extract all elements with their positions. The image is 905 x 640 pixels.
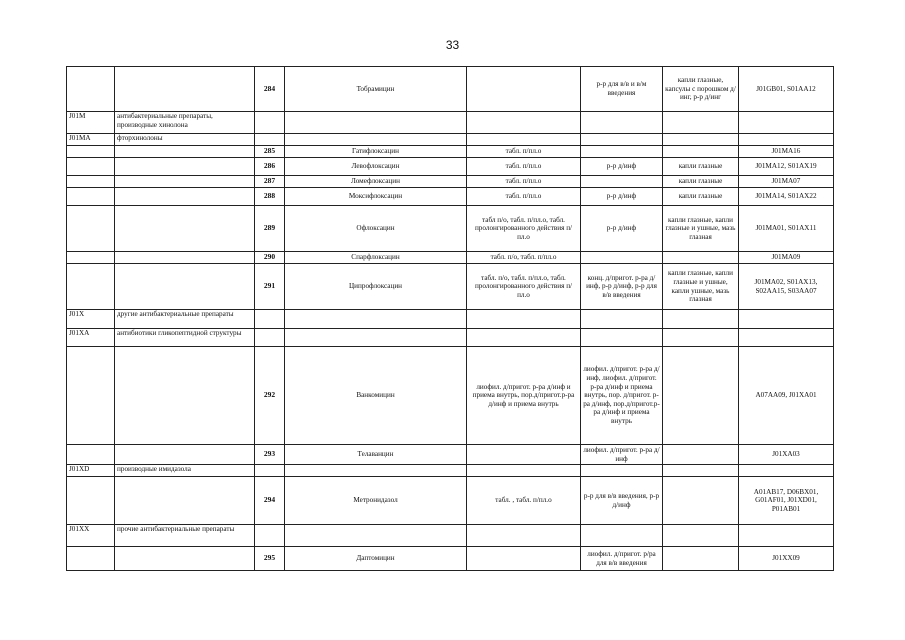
cell-f3: капли глазные xyxy=(663,176,739,188)
cell-group xyxy=(115,252,255,264)
cell-group xyxy=(115,206,255,252)
table-row xyxy=(67,264,834,310)
cell-atc: J01MA09 xyxy=(739,252,834,264)
cell-f2 xyxy=(581,329,663,347)
cell-name: Ципрофлоксацин xyxy=(285,264,467,310)
cell-name xyxy=(285,112,467,134)
cell-f3 xyxy=(663,347,739,445)
cell-group: прочие антибактериальные препараты xyxy=(115,525,255,547)
cell-group xyxy=(115,67,255,112)
cell-group xyxy=(115,264,255,310)
cell-code xyxy=(67,547,115,571)
table-row xyxy=(67,329,834,347)
cell-code xyxy=(67,445,115,465)
cell-f3: капли глазные, капсулы с порошком д/инг, р-р д/инг xyxy=(663,67,739,112)
cell-group: антибиотики гликопептидной структуры xyxy=(115,329,255,347)
cell-atc xyxy=(739,465,834,477)
cell-f2 xyxy=(581,465,663,477)
cell-name: Спарфлоксацин xyxy=(285,252,467,264)
cell-f1 xyxy=(467,112,581,134)
table-row xyxy=(67,112,834,134)
cell-group xyxy=(115,188,255,206)
cell-f3 xyxy=(663,310,739,329)
cell-group xyxy=(115,158,255,176)
cell-code: J01XX xyxy=(67,525,115,547)
cell-name xyxy=(285,329,467,347)
table-row xyxy=(67,206,834,252)
cell-f3 xyxy=(663,525,739,547)
cell-name xyxy=(285,134,467,146)
cell-group xyxy=(115,547,255,571)
cell-name: Ломефлоксацин xyxy=(285,176,467,188)
cell-group xyxy=(115,146,255,158)
cell-f3 xyxy=(663,445,739,465)
cell-f1: табл п/о, табл. п/пл.о, табл. пролонгированного действия п/пл.о xyxy=(467,206,581,252)
cell-num xyxy=(255,310,285,329)
cell-f3 xyxy=(663,134,739,146)
cell-code: J01XA xyxy=(67,329,115,347)
cell-code xyxy=(67,264,115,310)
cell-f3: капли глазные xyxy=(663,158,739,176)
cell-f2: лиофил. д/пригот. р/ра для в/в введения xyxy=(581,547,663,571)
cell-f3: капли глазные, капли глазные и ушные, мазь глазная xyxy=(663,206,739,252)
cell-f1 xyxy=(467,465,581,477)
cell-name: Моксифлоксацин xyxy=(285,188,467,206)
cell-num: 292 xyxy=(255,347,285,445)
cell-group: другие антибактериальные препараты xyxy=(115,310,255,329)
cell-f2: р-р для в/в и в/м введения xyxy=(581,67,663,112)
cell-f1 xyxy=(467,445,581,465)
cell-f3: капли глазные xyxy=(663,188,739,206)
cell-f2: р-р д/инф xyxy=(581,206,663,252)
cell-f1 xyxy=(467,310,581,329)
cell-name: Метронидазол xyxy=(285,477,467,525)
cell-name: Левофлоксацин xyxy=(285,158,467,176)
cell-atc: J01MA07 xyxy=(739,176,834,188)
cell-atc: J01MA02, S01AX13, S02AA15, S03AA07 xyxy=(739,264,834,310)
cell-num: 294 xyxy=(255,477,285,525)
cell-num: 286 xyxy=(255,158,285,176)
cell-f3 xyxy=(663,329,739,347)
cell-num: 291 xyxy=(255,264,285,310)
cell-num: 285 xyxy=(255,146,285,158)
cell-f3 xyxy=(663,465,739,477)
table-row xyxy=(67,477,834,525)
cell-num: 295 xyxy=(255,547,285,571)
cell-f3 xyxy=(663,112,739,134)
cell-f1 xyxy=(467,329,581,347)
cell-f3 xyxy=(663,547,739,571)
cell-f1 xyxy=(467,134,581,146)
cell-name xyxy=(285,525,467,547)
table-row xyxy=(67,445,834,465)
cell-f1: табл. , табл. п/пл.о xyxy=(467,477,581,525)
cell-f2 xyxy=(581,112,663,134)
cell-code xyxy=(67,188,115,206)
cell-f1: табл. п/пл.о xyxy=(467,158,581,176)
cell-num xyxy=(255,112,285,134)
cell-f3 xyxy=(663,146,739,158)
cell-f1 xyxy=(467,67,581,112)
cell-name: Ванкомицин xyxy=(285,347,467,445)
cell-f2: р-р д/инф xyxy=(581,188,663,206)
cell-name: Офлоксацин xyxy=(285,206,467,252)
cell-f2: р-р д/инф xyxy=(581,158,663,176)
cell-code xyxy=(67,347,115,445)
cell-code: J01X xyxy=(67,310,115,329)
cell-num xyxy=(255,525,285,547)
table-row xyxy=(67,176,834,188)
cell-group: производные имидазола xyxy=(115,465,255,477)
table-row xyxy=(67,525,834,547)
cell-atc: J01XX09 xyxy=(739,547,834,571)
cell-f2 xyxy=(581,134,663,146)
cell-atc xyxy=(739,329,834,347)
cell-f3 xyxy=(663,477,739,525)
drug-table xyxy=(66,66,834,571)
table-row xyxy=(67,146,834,158)
cell-group: антибактериальные препараты, производные хинолона xyxy=(115,112,255,134)
cell-f1: лиофил. д/пригот. р-ра д/инф и приема внутрь, пор.д/пригот.р-ра д/инф и приема внутрь xyxy=(467,347,581,445)
cell-f1 xyxy=(467,525,581,547)
cell-f2: лиофил. д/пригот. р-ра д/инф, лиофил. д/пригот. р-ра д/инф и приема внутрь, пор. д/пригот. р-ра д/инф, пор.д/пригот.р-ра д/инф и приема внутрь xyxy=(581,347,663,445)
cell-f2 xyxy=(581,252,663,264)
cell-atc xyxy=(739,310,834,329)
table-row xyxy=(67,547,834,571)
cell-name xyxy=(285,465,467,477)
table-row xyxy=(67,465,834,477)
cell-num: 288 xyxy=(255,188,285,206)
cell-num: 293 xyxy=(255,445,285,465)
table-row xyxy=(67,134,834,146)
cell-name: Гатифлоксацин xyxy=(285,146,467,158)
cell-name xyxy=(285,310,467,329)
cell-num: 289 xyxy=(255,206,285,252)
cell-group xyxy=(115,477,255,525)
cell-f2: лиофил. д/пригот. р-ра д/инф xyxy=(581,445,663,465)
cell-name: Тобрамицин xyxy=(285,67,467,112)
cell-code xyxy=(67,206,115,252)
cell-group xyxy=(115,176,255,188)
cell-code xyxy=(67,67,115,112)
cell-f1: табл. п/пл.о xyxy=(467,176,581,188)
cell-code: J01XD xyxy=(67,465,115,477)
cell-atc xyxy=(739,112,834,134)
cell-f2: конц. д/пригот. р-ра д/инф, р-р д/инф, р-р для в/в введения xyxy=(581,264,663,310)
table-row xyxy=(67,158,834,176)
cell-atc: A07AA09, J01XA01 xyxy=(739,347,834,445)
cell-code xyxy=(67,252,115,264)
cell-code xyxy=(67,158,115,176)
cell-name: Телаванцин xyxy=(285,445,467,465)
cell-num: 287 xyxy=(255,176,285,188)
table-row xyxy=(67,252,834,264)
table-row xyxy=(67,347,834,445)
table-row xyxy=(67,67,834,112)
cell-atc: J01MA12, S01AX19 xyxy=(739,158,834,176)
cell-f3 xyxy=(663,252,739,264)
cell-f2 xyxy=(581,525,663,547)
cell-name: Даптомицин xyxy=(285,547,467,571)
cell-f1: табл. п/пл.о xyxy=(467,188,581,206)
cell-atc xyxy=(739,134,834,146)
cell-f2: р-р для в/в введения, р-р д/инф xyxy=(581,477,663,525)
cell-f2 xyxy=(581,176,663,188)
cell-atc: J01XA03 xyxy=(739,445,834,465)
cell-group: фторхинолоны xyxy=(115,134,255,146)
cell-group xyxy=(115,445,255,465)
cell-atc: J01MA01, S01AX11 xyxy=(739,206,834,252)
cell-f2 xyxy=(581,146,663,158)
table-row xyxy=(67,310,834,329)
cell-num xyxy=(255,329,285,347)
cell-num: 290 xyxy=(255,252,285,264)
cell-f2 xyxy=(581,310,663,329)
cell-f1: табл. п/о, табл. п/пл.о xyxy=(467,252,581,264)
cell-atc: J01MA16 xyxy=(739,146,834,158)
cell-atc xyxy=(739,525,834,547)
cell-atc: J01MA14, S01AX22 xyxy=(739,188,834,206)
cell-code xyxy=(67,146,115,158)
cell-group xyxy=(115,347,255,445)
cell-code: J01M xyxy=(67,112,115,134)
cell-atc: J01GB01, S01AA12 xyxy=(739,67,834,112)
cell-num xyxy=(255,465,285,477)
cell-code xyxy=(67,176,115,188)
cell-f1: табл. п/пл.о xyxy=(467,146,581,158)
page-number: 33 xyxy=(445,38,460,52)
cell-num: 284 xyxy=(255,67,285,112)
table-row xyxy=(67,188,834,206)
cell-f1 xyxy=(467,547,581,571)
cell-f3: капли глазные, капли глазные и ушные, капли ушные, мазь глазная xyxy=(663,264,739,310)
cell-code: J01MA xyxy=(67,134,115,146)
cell-f1: табл. п/о, табл. п/пл.о, табл. пролонгированного действия п/пл.о xyxy=(467,264,581,310)
cell-num xyxy=(255,134,285,146)
cell-code xyxy=(67,477,115,525)
cell-atc: A01AB17, D06BX01, G01AF01, J01XD01, P01AB01 xyxy=(739,477,834,525)
